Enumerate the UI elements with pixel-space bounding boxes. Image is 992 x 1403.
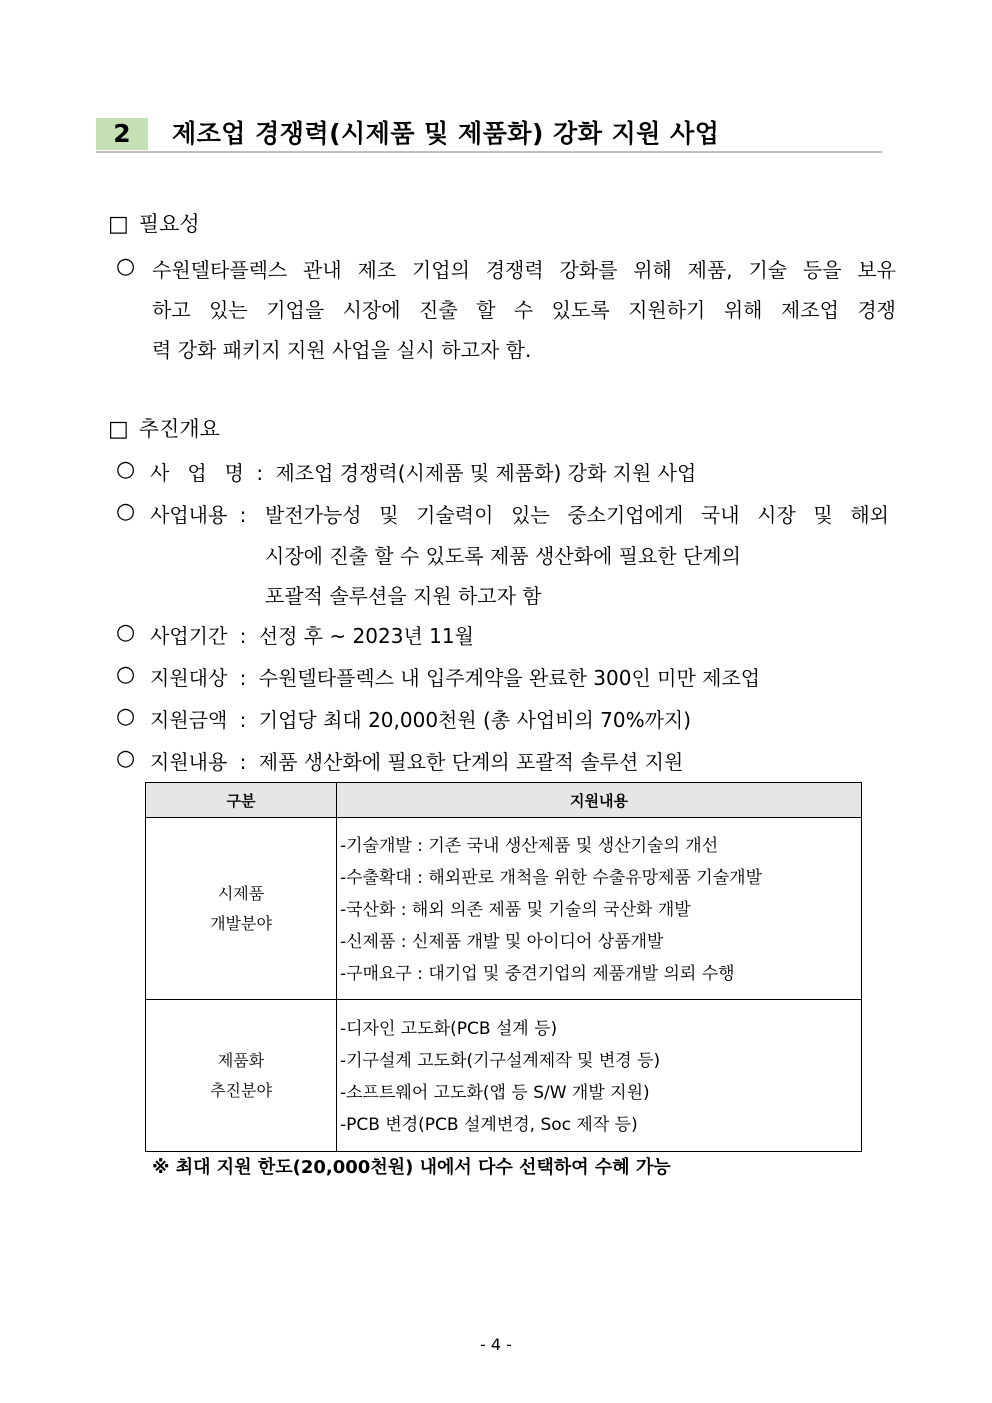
table-header-category: 구분 [146, 783, 337, 818]
table-item: -기술개발 : 기존 국내 생산제품 및 생산기술의 개선 [340, 835, 719, 856]
category-line: 추진분야 [210, 1080, 272, 1100]
square-bullet-icon: □ [108, 417, 129, 442]
overview-value: 제조업 경쟁력(시제품 및 제품화) 강화 지원 사업 [275, 461, 697, 485]
circle-bullet-icon: ○ [116, 704, 136, 729]
overview-heading-text: 추진개요 [138, 417, 220, 441]
circle-bullet-icon: ○ [116, 662, 136, 687]
necessity-heading [108, 208, 200, 238]
table-item: -수출확대 : 해외판로 개척을 위한 수출유망제품 기술개발 [340, 867, 762, 888]
circle-bullet-icon: ○ [116, 457, 136, 482]
overview-separator: : [239, 624, 247, 648]
table-category-cell [146, 1000, 337, 1152]
overview-label: 지원금액 [150, 708, 228, 732]
table-category-cell [146, 818, 337, 1000]
overview-item-description [150, 499, 252, 528]
necessity-line-3: 력 강화 패키지 지원 사업을 실시 하고자 함. [152, 338, 532, 362]
section-title: 제조업 경쟁력(시제품 및 제품화) 강화 지원 사업 [172, 119, 720, 148]
category-line: 시제품 [217, 883, 265, 903]
table-item: -디자인 고도화(PCB 설계 등) [340, 1018, 558, 1039]
overview-item-project-name [150, 457, 696, 486]
circle-bullet-icon: ○ [116, 254, 136, 279]
overview-heading [108, 413, 220, 443]
overview-value-line-2: 시장에 진출 할 수 있도록 제품 생산화에 필요한 단계의 [265, 544, 741, 568]
overview-value: 선정 후 ~ 2023년 11월 [258, 624, 474, 648]
circle-bullet-icon: ○ [116, 499, 136, 524]
circle-bullet-icon: ○ [116, 620, 136, 645]
necessity-heading-text: 필요성 [138, 212, 200, 236]
category-line: 개발분야 [210, 913, 272, 933]
overview-separator: : [239, 708, 247, 732]
overview-separator: : [256, 461, 264, 485]
table-row [146, 1000, 862, 1152]
table-items-cell [337, 1000, 862, 1152]
overview-label: 사업기간 [150, 624, 228, 648]
overview-value-line-3: 포괄적 솔루션을 지원 하고자 함 [265, 584, 542, 608]
table-header-content: 지원내용 [337, 783, 862, 818]
square-bullet-icon: □ [108, 212, 129, 237]
overview-item-target [150, 662, 760, 691]
overview-separator: : [239, 666, 247, 690]
table-row [146, 818, 862, 1000]
overview-label: 사업내용 [150, 503, 228, 527]
table-item: -PCB 변경(PCB 설계변경, Soc 제작 등) [340, 1114, 638, 1135]
circle-bullet-icon: ○ [116, 746, 136, 771]
section-number: 2 [96, 118, 148, 150]
overview-separator: : [239, 503, 247, 527]
necessity-line-1: 수원델타플렉스 관내 제조 기업의 경쟁력 강화를 위해 제품, 기술 등을 보유 [152, 258, 896, 282]
table-item: -소프트웨어 고도화(앱 등 S/W 개발 지원) [340, 1082, 650, 1103]
section-header [96, 118, 882, 152]
overview-value: 제품 생산화에 필요한 단계의 포괄적 솔루션 지원 [258, 750, 684, 774]
overview-item-amount [150, 704, 691, 733]
overview-value-line-1: 발전가능성 및 기술력이 있는 중소기업에게 국내 시장 및 해외 [265, 503, 889, 527]
support-content-table [145, 782, 862, 1152]
necessity-line-2: 하고 있는 기업을 시장에 진출 할 수 있도록 지원하기 위해 제조업 경쟁 [152, 298, 896, 322]
table-item: -국산화 : 해외 의존 제품 및 기술의 국산화 개발 [340, 899, 691, 920]
category-line: 제품화 [217, 1050, 265, 1070]
overview-value: 수원델타플렉스 내 입주계약을 완료한 300인 미만 제조업 [258, 666, 761, 690]
overview-item-period [150, 620, 474, 649]
overview-label: 지원내용 [150, 750, 228, 774]
label-char: 업 [187, 461, 207, 485]
label-char: 사 [150, 461, 170, 485]
table-header-row [146, 783, 862, 818]
table-items-cell [337, 818, 862, 1000]
overview-label [150, 457, 244, 486]
overview-separator: : [239, 750, 247, 774]
overview-value: 기업당 최대 20,000천원 (총 사업비의 70%까지) [258, 708, 692, 732]
table-item: -구매요구 : 대기업 및 중견기업의 제품개발 의뢰 수행 [340, 963, 735, 984]
section-underline [96, 151, 882, 153]
overview-item-support-content [150, 746, 683, 775]
label-char: 명 [224, 461, 244, 485]
page-number: - 4 - [480, 1335, 512, 1354]
footnote: ※ 최대 지원 한도(20,000천원) 내에서 다수 선택하여 수혜 가능 [152, 1157, 671, 1178]
table-item: -신제품 : 신제품 개발 및 아이디어 상품개발 [340, 931, 664, 952]
table-item: -기구설계 고도화(기구설계제작 및 변경 등) [340, 1050, 661, 1071]
overview-label: 지원대상 [150, 666, 228, 690]
